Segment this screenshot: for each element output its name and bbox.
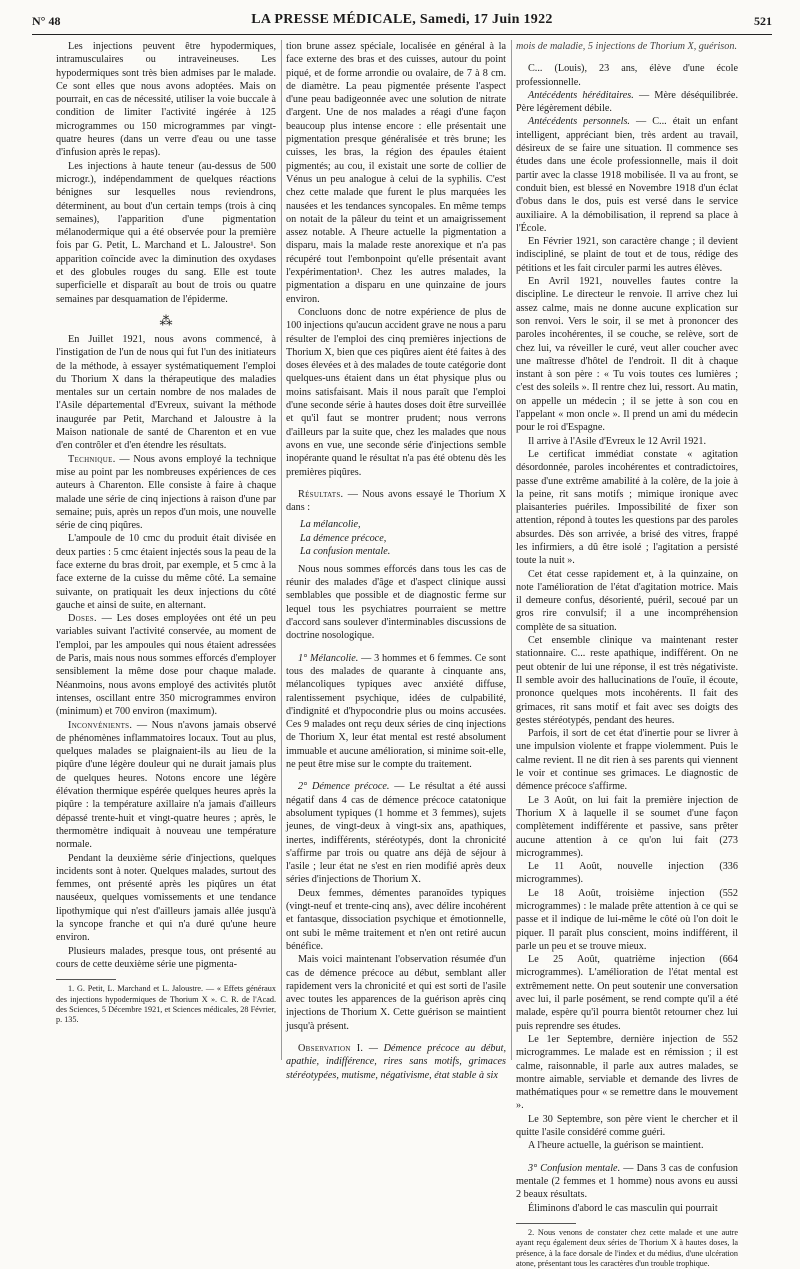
list-item: La confusion mentale. [300,546,391,558]
paragraph-text: — Démence précoce au début, apathie, indifférence, rires sans motifs, grimaces stéréotypées, mutisme, négativisme, état stable à six [286,1042,506,1081]
paragraph: Le 11 Août, nouvelle injection (336 microgrammes). [516,861,738,886]
paragraph: Le certificat immédiat constate « agitation désordonnée, paroles incohérentes et contradictoires, passe d'une extrême amabilité à la colère, de la joie à la peine, rit sans motifs ; mimique ironique avec plaisanteries puériles. Impossibilité de fixer son attention, répond à toutes les questions par des paroles absurdes. Dès son arrivée, a brisé des vitres, frappé les infirmiers, a dû être isolé ; l'agitation a persisté toute la nuit ». [516,448,738,567]
section-heading: Antécédents personnels. [528,116,630,128]
paragraph: Le 30 Septembre, son père vient le chercher et il quitte l'asile considéré comme guéri. [516,1113,738,1139]
page-number: 521 [754,14,772,28]
column-3 [516,40,738,1269]
observation-subtitle: mois de maladie, 5 injections de Thorium X, guérison. [516,41,737,52]
paragraph: Le 18 Août, troisième injection (552 microgrammes) : le malade prête attention à ce qui se passe et il indique de lui-même le côté où l'on doit le piquer. Il paraît plus conscient, moins indifférent, il parle un peu et se trouve mieux. [516,887,738,952]
paragraph [56,612,276,718]
paragraph-text: — Nous n'avons jamais observé de phénomènes inflammatoires locaux. Tout au plus, quelques malades se plaignaient-ils au lieu de la piqûre d'une légère douleur qui ne durait jamais plus de quelques heures. Notons encore une légère élévation thermique espérée quelques heures après la piqûre : la température axillaire n'a jamais d'ailleurs dépassé trente-huit et vingt-quatre heures ; après, le thermomètre indiquait à nouveau une température normale. [56,719,276,851]
paragraph-text: — Dans 3 cas de confusion mentale (2 femmes et 1 homme) nous avons eu aussi 2 beaux résultats. [516,1162,738,1201]
journal-title: LA PRESSE MÉDICALE, Samedi, 17 Juin 1922 [251,12,553,27]
paragraph-text: — Les doses employées ont été un peu variables suivant l'activité conservée, au moment de l'emploi, par les ampoules qui nous étaient adressées de Paris, mais nous nous sommes efforcés d'employer sensiblement la même dose pour chaque malade. Néanmoins, nous avons employé des activités plutôt intenses, oscillant entre 350 microgrammes environ (minimum) et 700 environ (maximum). [56,613,276,718]
page-header [32,12,772,32]
paragraph: Les injections à haute teneur (au-dessus de 500 microgr.), indépendamment de quelques réactions bénignes sur lesquelles nous reviendrons, déterminent, au bout d'un certain temps (trois à cinq semaines), l'apparition d'une pigmentation mélanodermique qui a été observée pour la première fois par G. Petit, L. Marchand et L. Jaloustre¹. Son apparition coïncide avec la diminution des oxydases et des globules rouges du sang. Elle est toute superficielle et disparaît au bout de trois ou quatre semaines par desquamation de l'épiderme. [56,160,276,305]
paragraph: Pendant la deuxième série d'injections, quelques incidents sont à noter. Quelques malades, surtout des femmes, ont présenté après les piqûres un état nauséeux, quelques vomissements et une tendance lipothymique qui n'est d'ailleurs jamais allée jusqu'à la syncope franche et qui n'a duré qu'une heure environ. [56,852,276,944]
footnote-rule [516,1223,576,1224]
section-heading: 3° Confusion mentale. [528,1162,621,1174]
paragraph: Éliminons d'abord le cas masculin qui pourrait [528,1202,718,1214]
paragraph: C... (Louis), 23 ans, élève d'une école professionnelle. [516,63,738,88]
paragraph: A l'heure actuelle, la guérison se maintient. [528,1140,704,1152]
paragraph [516,115,738,235]
section-heading: Observation I. [298,1042,364,1054]
paragraph [286,652,506,772]
paragraph: Mais voici maintenant l'observation résumée d'un cas de démence précoce au début, semblant aller rapidement vers la chronicité et qui est sorti de l'asile avec toutes les apparences de la guérison après cinq injections de Thorium X. Cette guérison se maintient jusqu'à présent. [286,954,506,1032]
paragraph: Les injections peuvent être hypodermiques, intramusculaires ou intraveineuses. Les hypodermiques sont très bien admises par le malade. Ce sont elles que nous avons adoptées. Mais on pourrait, en cas de nécessité, utiliser la voie buccale à condition de limiter l'activité ingérée à 125 microgrammes ou 150 microgrammes par vingt-quatre heures (dans un verre d'eau ou une tasse d'infusion après le repas). [56,41,276,159]
paragraph: Concluons donc de notre expérience de plus de 100 injections qu'aucun accident grave ne nous a paru résulter de l'emploi des cinq premières injections de Thorium X, bien que ces piqûres aient été faites à des doses élevées et à des malades de toute catégorie dont quelques-uns étaient dans un état physique plus ou moins satisfaisant. Mais il nous paraît que l'emploi d'une seconde série à hautes doses doit être surveillée et qu'il faut se montrer prudent; nous verrons d'ailleurs par la suite que, chez les malades que nous avons en vue, une seconde série d'injections semble inopérante quand le résultat n'a pas été obtenu dès les premières piqûres. [286,306,506,478]
section-heading: Doses. [68,613,97,625]
issue-number: N° 48 [32,14,61,28]
paragraph [56,453,276,533]
footnote: 2. Nous venons de constater chez cette malade et une autre ayant reçu également deux séries de Thorium X à hautes doses, la présence, à la face dorsale de l'index et du médius, d'une ulcération atone, présentant tous les caractères d'un trouble trophique. [516,1227,738,1269]
paragraph: En Avril 1921, nouvelles fautes contre la discipline. Le directeur le renvoie. Il arrive chez lui assez calme, mais ne donne aucune explication sur son renvoi. Vers le soir, il se met à prononcer des paroles incohérentes, il se couche, se relève, sort de chez lui, va réveiller le curé, veut aller coucher avec une maîtresse d'hôtel de l'endroit. Il dit à chaque instant à son père : « Tu vois toutes ces lumières ; c'est des soleils ». Il rentre chez lui, ressort. Au matin, on appelle un médecin ; il se jette à son cou en l'appelant « mon oncle ». Il prend un ami du médecin pour le roi d'Espagne. [516,276,738,434]
paragraph: Le 3 Août, on lui fait la première injection de Thorium X à laquelle il se soumet d'une façon complètement indifférente et passive, sans prêter aucune attention à ce qu'on lui fait (273 microgrammes). [516,794,738,859]
paragraph: En Juillet 1921, nous avons commencé, à l'instigation de l'un de nous qui fut l'un des initiateurs de la méthode, à essayer systématiquement l'emploi du Thorium X dans la thérapeutique des maladies mentales sur un certain nombre de nos malades de l'Asile départemental d'Evreux, suivant la méthode inaugurée par Petit, Marchand et Jaloustre à la Maison nationale de santé de Charenton et en vue d'en contrôler et d'en étendre les résultats. [56,333,276,452]
paragraph-text: — Mère déséquilibrée. Père légèrement débile. [516,89,738,115]
paragraph: Plusieurs malades, presque tous, ont présenté au cours de cette deuxième série une pigmenta- [56,945,276,970]
paragraph-text: — C... était un enfant intelligent, appréciant bien, très ardent au travail, désireux de se faire une situation. Il commence ses études dans une école professionnelle, mais il doit partir avec la classe 1918 mobilisée. Il va au front, se conduit bien, est blessé en Novembre 1918 d'un éclat d'obus dans le dos, puis est versé dans le service auxiliaire. A la démobilisation, il reprend sa place à l'École. [516,116,738,234]
list-item: La mélancolie, [300,519,361,531]
section-separator: ⁂ [159,312,173,328]
paragraph: tion brune assez spéciale, localisée en général à la face externe des bras et des cuisses, autour du point piqué, et de forme arrondie ou ovalaire, de 7 à 8 cm. de diamètre. La peau pigmentée présente l'aspect d'une peau badigeonnée avec une solution de nitrate d'argent. Une de nos malades a réagi d'une façon beaucoup plus intense encore : elle présentait une pigmentation presque généralisée et très brune; les cuisses, les bras, la région des épaules étaient pigmentés; au cou, il existait une sorte de collier de Vénus un peu analogue à celui de la syphilis. C'est chez cette malade que furent le plus marquées les nausées et les tendances syncopales. En même temps on notait de la pâleur du teint et un amaigrissement assez notable. A l'heure actuelle la pigmentation a disparu, mais la malade reste anorexique et n'a pas récupéré tout l'embonpoint qu'elle présentait avant l'expérimentation¹. Chez les autres malades, la pigmentation a disparu en une quinzaine de jours environ. [286,41,506,305]
section-heading: Résultats. [298,488,344,500]
paragraph-text: — Nous avons employé la technique mise au point par les nombreuses expériences de ces auteurs à Charenton. Elle consiste à faire à chaque malade une série de cinq injections à raison d'une par semaine; puis, après un repos d'un mois, une nouvelle série de cinq piqûres. [56,453,276,532]
paragraph: Nous nous sommes efforcés dans tous les cas de réunir des malades d'âge et d'aspect clinique aussi semblables que possible et de diagnostic ferme sur lequel tous les psychiatres pourraient se mettre d'accord sans soulever d'interminables discussions de doctrine nosologique. [286,563,506,642]
paragraph [286,1042,506,1082]
column-1 [56,40,276,1026]
section-heading: Inconvénients. [68,719,133,731]
paragraph-text: — 3 hommes et 6 femmes. Ce sont tous des malades de quarante à cinquante ans, mélancoliques typiques avec anxiété diffuse, ralentissement psychique, idées de culpabilité, d'indignité et d'hypocondrie plus ou moins accusées. Ces 9 malades ont reçu deux séries de cinq injections de Thorium X, leur état mental est resté absolument immuable et aucune amélioration, si minime soit-elle, ne peut être mise sur le compte du traitement. [286,652,506,771]
paragraph: Cet ensemble clinique va maintenant rester stationnaire. C... reste apathique, indifférent. On ne peut obtenir de lui une réponse, il est très négativiste. Il semble avoir des hallucinations de l'ouïe, il écoute, prononce quelques mots incohérents. Il fait des grimaces, rit sans motif et fait avec ses doigts des gestes stéréotypés, pendant des heures. [516,635,738,726]
paragraph [56,719,276,852]
paragraph [286,488,506,515]
paragraph: Parfois, il sort de cet état d'inertie pour se livrer à une impulsion violente et frappe violemment. Puis le calme revient. Il ne dit rien à ses parents qui viennent le voir et continue ses grimaces. Le diagnostic de démence précoce s'affirme. [516,728,738,793]
paragraph [516,1162,738,1202]
paragraph: Cet état cesse rapidement et, à la quinzaine, on note l'amélioration de l'état d'agitation motrice. Mais il demeure confus, désorienté, puéril, secoué par un gros rire convulsif; il a une incompréhension complète de sa situation. [516,568,738,633]
paragraph [286,780,506,886]
paragraph: Le 25 Août, quatrième injection (664 microgrammes). L'amélioration de l'état mental est extrêmement nette. On peut soutenir une conversation avec lui, il parle posément, se rend compte qu'il a été malade, espère qu'il pourra bientôt retourner chez lui puis reprendre ses études. [516,954,738,1032]
paragraph: Le 1er Septembre, dernière injection de 552 microgrammes. Le malade est en rémission ; il est calme, raisonnable, il parle aux autres malades, se montre aimable, serviable et demande des livres de mathématiques pour « se remettre dans le mouvement ». [516,1033,738,1112]
header-rule [32,34,772,35]
paragraph: En Février 1921, son caractère change ; il devient indiscipliné, se plaint de tout et de tous, rédige des pétitions et les fait circuler parmi les autres élèves. [516,236,738,274]
section-heading: 2° Démence précoce. [298,781,390,793]
section-heading: 1° Mélancolie. [298,652,359,664]
list-item: La démence précoce, [300,532,387,544]
paragraph-text: — Le résultat a été aussi négatif dans 4 cas de démence précoce catatonique absolument typiques (1 homme et 3 femmes), sujets jeunes, de vingt-deux à vingt-six ans, apathiques, inertes, indifférents, stéréotypés, dont la chronicité s'affirme par trois ou quatre ans déjà de séjour à l'asile ; leur état ne s'est en rien modifié après deux séries d'injections de Thorium X. [286,781,506,886]
paragraph: Il arrive à l'Asile d'Evreux le 12 Avril 1921. [528,435,707,447]
footnote-rule [56,979,116,980]
list [300,518,506,559]
column-divider [511,40,512,1060]
section-heading: Technique. [68,453,116,465]
footnote: 1. G. Petit, L. Marchand et L. Jaloustre. — « Effets généraux des injections hypodermiques de Thorium X ». C. R. de l'Acad. des Sciences, 5 Décembre 1921, et Sciences médicales, 28 Février, p. 135. [56,984,276,1025]
paragraph: L'ampoule de 10 cmc du produit était divisée en deux parties : 5 cmc étaient injectés sous la peau de la face externe du bras droit, par exemple, et 5 cmc à la face externe de la cuisse du même côté. La semaine suivante, on pratiquait les deux injections du côté gauche et ainsi de suite, en alternant. [56,533,276,611]
column-divider [281,40,282,1060]
paragraph-text: — Nous avons essayé le Thorium X dans : [286,488,506,514]
paragraph: Deux femmes, démentes paranoïdes typiques (vingt-neuf et trente-cinq ans), avec délire incohérent et fantasque, dissociation psychique et émotionnelle, ont subi le même traitement et n'en ont retiré aucun bénéfice. [286,887,506,952]
paragraph [516,89,738,116]
column-2 [286,40,506,1082]
section-heading: Antécédents héréditaires. [528,89,634,101]
